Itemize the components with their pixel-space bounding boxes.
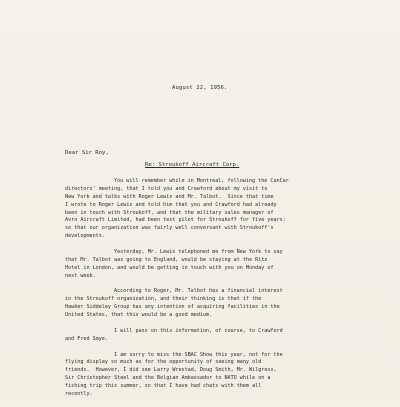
paragraph-line: so that our organization was fairly well conversant with Stroukoff's xyxy=(65,225,274,232)
paragraph xyxy=(65,249,365,281)
paragraph-line: I am sorry to miss the SBAC Show this year, not for the xyxy=(114,351,283,358)
paragraph xyxy=(65,328,365,344)
paragraph-line: next week. xyxy=(65,272,96,279)
paragraph-line: Sir Christopher Steel and the Belgian Ambassador to NATO while on a xyxy=(65,375,271,382)
paragraph-line: flying display so much as for the opportunity of seeing many old xyxy=(65,359,262,366)
paragraph-line: I will pass on this information, of course, to Crawford xyxy=(114,327,283,334)
paragraph-line: fishing trip this summer, so that I have had chats with them all xyxy=(65,383,262,390)
paragraph xyxy=(65,288,365,320)
paragraph-line: Avro Aircraft Limited, had been test pilot for Stroukoff for five years: xyxy=(65,217,286,224)
paragraph-line: Yesterday, Mr. Lewis telephoned me from New York to say xyxy=(114,249,283,256)
paragraph-line: recently. xyxy=(65,391,93,398)
paragraph-line: in the Stroukoff organization, and their thinking is that if the xyxy=(65,296,262,303)
paragraph xyxy=(65,178,365,241)
letter-date: August 22, 1956. xyxy=(172,85,228,91)
paragraph-line: developments. xyxy=(65,233,105,240)
paragraph xyxy=(65,352,365,399)
paragraph-line: friends. However, I did see Larry Wrestad, Doug Smith, Mr. Wilgress, xyxy=(65,367,277,374)
paragraph-line: Hawker Siddeley Group has any intention of acquiring facilities in the xyxy=(65,304,280,311)
paragraph-line: and Fred Smye. xyxy=(65,335,108,342)
paragraph-line: You will remember while in Montreal, following the CanCar xyxy=(114,178,289,184)
paragraph-line: that Mr. Talbot was going to England, would be staying at the Ritz xyxy=(65,256,268,263)
paragraph-line: Hotel in London, and would be getting in touch with you on Monday of xyxy=(65,264,274,271)
paragraph-line: According to Roger, Mr. Talbot has a financial interest xyxy=(114,288,283,295)
paragraph-line: New York and talks with Roger Lewis and Mr. Talbot. Since that time xyxy=(65,193,274,200)
paragraph-line: been in touch with Stroukoff, and that the military sales manager of xyxy=(65,209,274,216)
letter-body xyxy=(65,178,365,407)
paragraph-line: directors' meeting, that I told you and Crawford about my visit to xyxy=(65,185,268,192)
letter-subject: Re: Stroukoff Aircraft Corp. xyxy=(145,162,240,168)
paragraph-line: United States, that this would be a good medium. xyxy=(65,312,213,319)
letter-salutation: Dear Sir Roy, xyxy=(65,150,109,156)
paragraph-line: I wrote to Roger Lewis and told him that you and Crawford had already xyxy=(65,201,277,208)
